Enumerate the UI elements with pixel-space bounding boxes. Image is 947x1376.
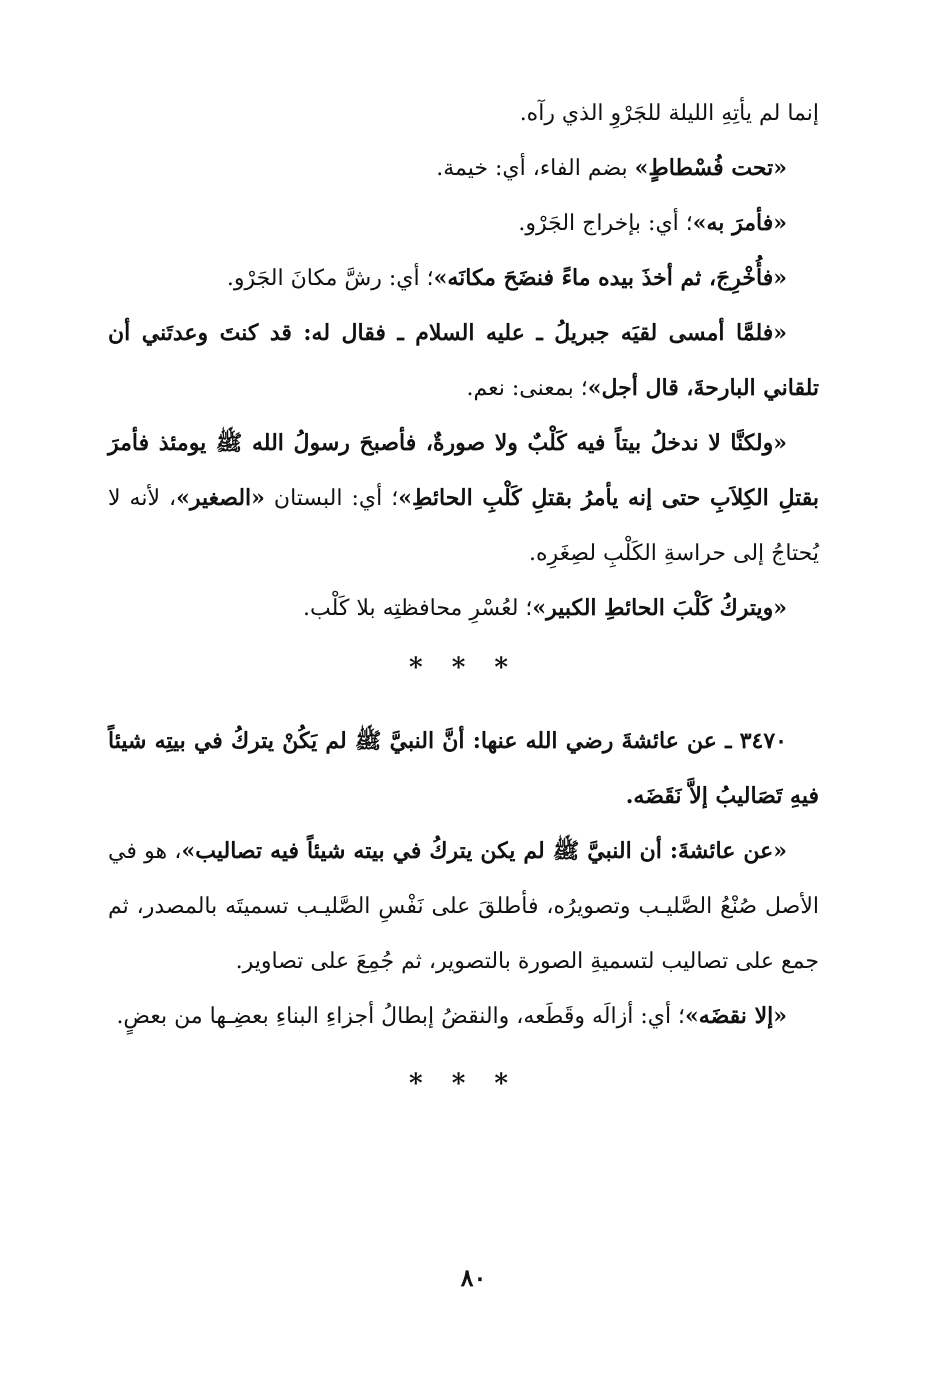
commentary-text: ؛ أي: بإخراج الجَرْو. [518, 211, 693, 236]
paragraph [108, 581, 819, 636]
commentary-text: إنما لم يأتِهِ الليلة للجَرْوِ الذي رآه. [519, 101, 819, 126]
paragraph [108, 196, 819, 251]
bold-quote-text: «إلا نقضَه» [685, 1003, 787, 1029]
commentary-text: ؛ بمعنى: نعم. [466, 376, 588, 401]
bold-quote-text: «عن عائشةَ: أن النبيَّ ﷺ لم يكن يتركُ في بيته شيئاً فيه تصاليب» [181, 838, 787, 864]
bold-quote-text: «ولكنَّا لا ندخلُ بيتاً فيه كَلْبٌ ولا صورةٌ، فأصبحَ رسولُ الله ﷺ يومئذ فأمرَ بقتلِ الكِلاَبِ حتى إنه يأمرُ بقتلِ كَلْبِ الحائطِ» [108, 430, 820, 511]
commentary-text: بضم الفاء، أي: خيمة. [436, 156, 635, 181]
commentary-text: ؛ أي: البستان [264, 486, 399, 511]
bold-quote-text: «تحت فُسْطاطٍ» [634, 155, 787, 181]
section-separator: * * * [409, 1069, 518, 1099]
paragraph [108, 714, 819, 824]
commentary-text: ؛ أي: أزالَه وقَطَعه، والنقضُ إبطالُ أجزاءِ البناءِ بعضِـها من بعضٍ. [116, 1004, 686, 1029]
commentary-text: ، هو في الأصل صُنْعُ الصَّليـب وتصويرُه، فأطلقَ على نَفْسِ الصَّليـب تسميتَه بالمصدر، ثم جمع على تصاليب لتسميةِ الصورة بالتصوير، ثم جُمِعَ على تصاوير. [108, 839, 819, 974]
commentary-text: ؛ أي: رشَّ مكانَ الجَرْو. [226, 266, 434, 291]
paragraph [108, 989, 819, 1044]
commentary-block [108, 86, 819, 636]
paragraph [108, 416, 819, 581]
bold-quote-text: ٣٤٧٠ ـ عن عائشةَ رضي الله عنها: أنَّ النبيَّ ﷺ لم يَكُنْ يتركُ في بيتِه شيئاً فيهِ تَصَاليبُ إلاَّ نَقَضَه. [108, 728, 819, 809]
bold-quote-text: «فأُخْرِجَ، ثم أخذَ بيده ماءً فنضَحَ مكانَه» [433, 265, 787, 291]
paragraph [108, 306, 819, 416]
commentary-text: ؛ لعُسْرِ محافظتِه بلا كَلْب. [303, 596, 533, 621]
bold-quote-text: «فلمَّا أمسى لقيَه جبريلُ ـ عليه السلام ـ فقال له: قد كنتَ وعدتَني أن تلقاني البارحةَ، قال أجل» [108, 320, 819, 401]
bold-quote-text: «الصغير» [176, 485, 265, 511]
paragraph [108, 251, 819, 306]
bold-quote-text: «فأمرَ به» [692, 210, 787, 236]
paragraph [108, 141, 819, 196]
paragraph [108, 824, 819, 989]
bold-quote-text: «ويتركُ كَلْبَ الحائطِ الكبير» [532, 595, 787, 621]
section-separator: * * * [409, 653, 518, 683]
page-number: ٨٠ [460, 1263, 487, 1292]
hadith-block [108, 714, 819, 1044]
page-body [108, 86, 819, 1376]
paragraph [108, 86, 819, 141]
commentary-text: ، لأنه لا يُحتاجُ إلى حراسةِ الكَلْبِ لصِغَرِه. [108, 486, 819, 566]
